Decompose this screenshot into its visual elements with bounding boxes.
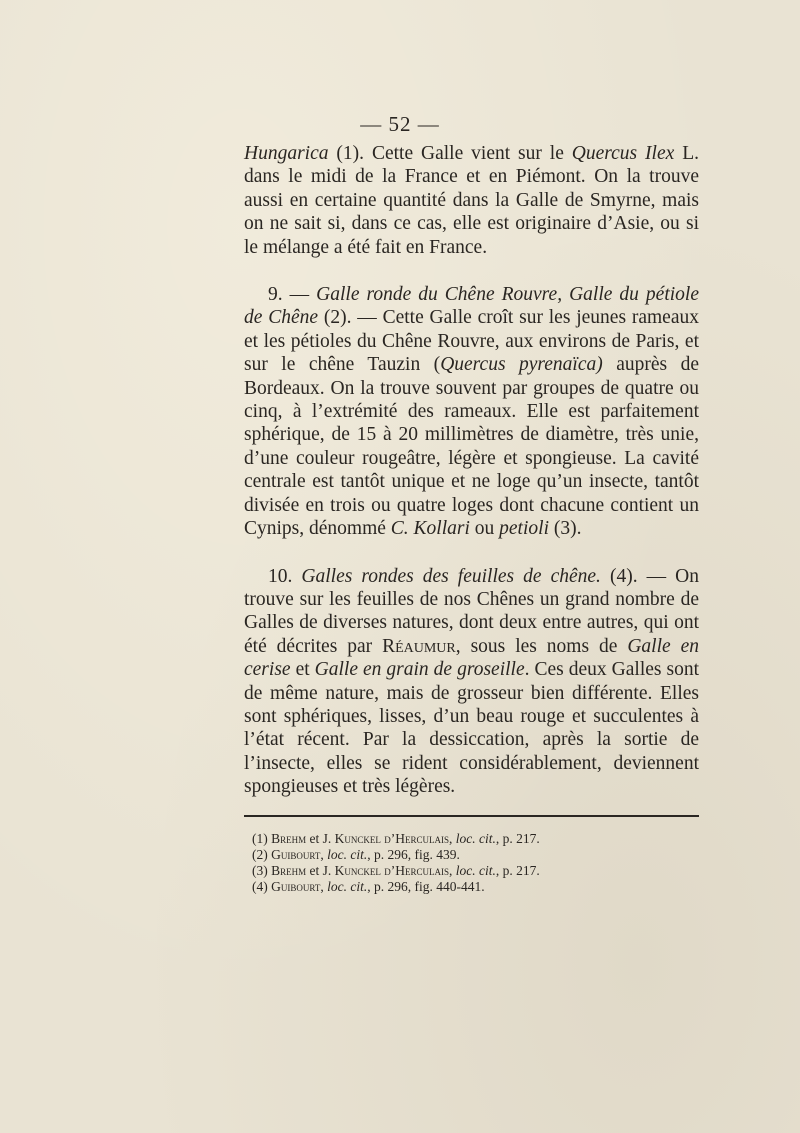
paragraph-10: [244, 565, 699, 799]
text-run: (3).: [548, 518, 582, 540]
footnote-4: (4) Guibourt, loc. cit., p. 296, fig. 440-441.: [252, 879, 485, 894]
footnote-divider: [244, 815, 699, 817]
footnote-2: (2) Guibourt, loc. cit., p. 296, fig. 439.: [252, 847, 460, 862]
section-number: 9. —: [268, 284, 317, 306]
gall-name: Galle en grain de groseille: [314, 659, 525, 681]
text-run: , sous les noms de: [455, 635, 628, 657]
text-run: (2). — Cette Galle croît sur les jeunes rameaux et les pétioles du Chêne Rouvre, aux environs de Paris, et sur le chêne Tauzin (: [244, 307, 699, 376]
taxon-name: Quercus pyrenaïca): [440, 354, 603, 376]
section-heading: Galle ronde du Chêne Rouvre, Galle du pétiole de Chêne: [244, 284, 699, 329]
taxon-name: Hungarica: [244, 143, 329, 164]
text-run: . Ces deux Galles sont de même nature, mais de grosseur bien différente. Elles sont sphériques, lisses, d’un beau rouge et succulentes à l’état récent. Par la dessiccation, après la sortie de l’insecte, elles se rident considérablement, deviennent spongieuses et très légères.: [244, 659, 699, 798]
page-number: — 52 —: [360, 112, 440, 136]
text-run: (4). — On trouve sur les feuilles de nos Chênes un grand nombre de Galles de diverses natures, dont deux entre autres, qui ont été décrites par: [244, 565, 699, 657]
taxon-name: petioli: [499, 518, 549, 540]
section-number: 10.: [268, 565, 302, 587]
text-run: L. dans le midi de la France et en Piémont. On la trouve aussi en certaine quantité dans la Galle de Smyrne, mais on ne sait si, dans ce cas, elle est originaire d’Asie, ou si le mélange a été fait en France.: [244, 143, 699, 258]
paragraph-continuation: [244, 142, 699, 259]
text-run: et: [290, 659, 315, 681]
body-text: [244, 142, 699, 799]
footnotes: [252, 831, 692, 895]
text-run: ou: [469, 518, 500, 540]
gall-name: Galle en cerise: [244, 635, 699, 681]
text-run: (1). Cette Galle vient sur le: [328, 143, 572, 164]
footnote-1: (1) Brehm et J. Kunckel d’Herculais, loc. cit., p. 217.: [252, 831, 540, 846]
paragraph-9: [244, 283, 699, 540]
author-name: Réaumur: [382, 635, 456, 657]
section-heading: Galles rondes des feuilles de chêne.: [301, 565, 601, 587]
taxon-name: Quercus Ilex: [571, 143, 675, 164]
footnote-3: (3) Brehm et J. Kunckel d’Herculais, loc. cit., p. 217.: [252, 863, 540, 878]
taxon-name: C. Kollari: [390, 518, 470, 540]
text-run: auprès de Bordeaux. On la trouve souvent par groupes de quatre ou cinq, à l’extrémité des rameaux. Elle est parfaitement sphérique, de 15 à 20 millimètres de diamètre, très unie, d’une couleur rougeâtre, légère et spongieuse. La cavité centrale est tantôt unique et ne loge qu’un insecte, tantôt divisée en trois ou quatre loges dont chacune contient un Cynips, dénommé: [244, 354, 699, 540]
